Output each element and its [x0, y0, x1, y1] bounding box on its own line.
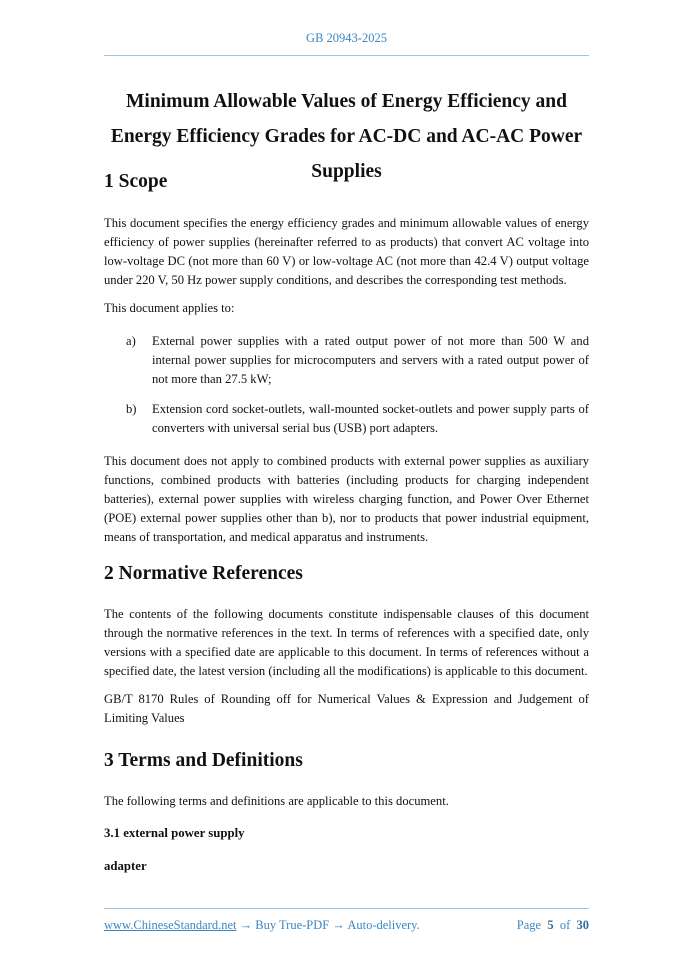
paragraph-text: GB/T 8170 Rules of Rounding off for Numerical Values & Expression and Judgement of Limiting Values — [104, 692, 589, 725]
current-page: 5 — [547, 918, 554, 932]
list-text: External power supplies with a rated output power of not more than 500 W and internal power supplies for microcomputers and servers with a rated output power of not more than 27.5 kW; — [152, 334, 589, 386]
of-label: of — [559, 918, 571, 932]
document-title: Minimum Allowable Values of Energy Efficiency and Energy Efficiency Grades for AC-DC and AC-AC Power Supplies — [110, 91, 583, 182]
scope-paragraph-3 — [104, 452, 589, 547]
term-3-1-alt: adapter — [104, 859, 147, 873]
section-heading-terms: 3 Terms and Definitions — [104, 750, 303, 771]
header-divider — [104, 55, 589, 56]
page-number — [517, 918, 589, 933]
section-heading-normative: 2 Normative References — [104, 563, 303, 584]
terms-paragraph — [104, 792, 589, 811]
paragraph-text: This document does not apply to combined products with external power supplies as auxiliary functions, combined products with batteries (including products for charging independent batteries), external power supplies with wireless charging function, and Power Over Ethernet (POE) external power supplies other than b), nor to products that power industrial equipment, means of transportation, and medical apparatus and instruments. — [104, 454, 589, 544]
paragraph-text: The following terms and definitions are applicable to this document. — [104, 794, 449, 808]
normative-paragraph-1 — [104, 605, 589, 681]
term-3-1-heading: 3.1 external power supply — [104, 826, 245, 840]
list-item-b — [104, 400, 589, 438]
list-label: a) — [126, 334, 136, 348]
arrow-right-icon: → — [332, 918, 345, 932]
list-label: b) — [126, 402, 137, 416]
scope-paragraph-2 — [104, 299, 589, 318]
header-doc-code: GB 20943-2025 — [306, 31, 387, 45]
arrow-right-icon: → — [239, 918, 253, 932]
page-label: Page — [516, 918, 542, 932]
footer-left — [104, 918, 420, 933]
list-item-a — [104, 332, 589, 389]
total-pages: 30 — [576, 918, 589, 932]
paragraph-text: This document applies to: — [104, 301, 235, 315]
buy-text: Buy True-PDF — [255, 918, 330, 932]
paragraph-text: This document specifies the energy efficiency grades and minimum allowable values of energy efficiency of power supplies (hereinafter referred to as products) that convert AC voltage into low-voltage DC (not more than 60 V) or low-voltage AC (not more than 42.4 V) output voltage under 220 V, 50 Hz power supply conditions, and describes the corresponding test methods. — [104, 216, 589, 287]
footer-divider — [104, 908, 589, 909]
delivery-text: Auto-delivery. — [347, 918, 420, 932]
footer — [104, 918, 589, 933]
paragraph-text: The contents of the following documents constitute indispensable clauses of this document through the normative references in the text. In terms of references with a specified date, only versions with a specified date are applicable to this document. In terms of references without a specified date, the latest version (including all the modifications) is applicable to this document. — [104, 607, 589, 678]
website-link[interactable]: www.ChineseStandard.net — [104, 918, 237, 932]
scope-paragraph-1 — [104, 214, 589, 290]
list-text: Extension cord socket-outlets, wall-mounted socket-outlets and power supply parts of converters with universal serial bus (USB) port adapters. — [152, 402, 589, 435]
section-heading-scope: 1 Scope — [104, 171, 168, 192]
normative-reference — [104, 690, 589, 728]
